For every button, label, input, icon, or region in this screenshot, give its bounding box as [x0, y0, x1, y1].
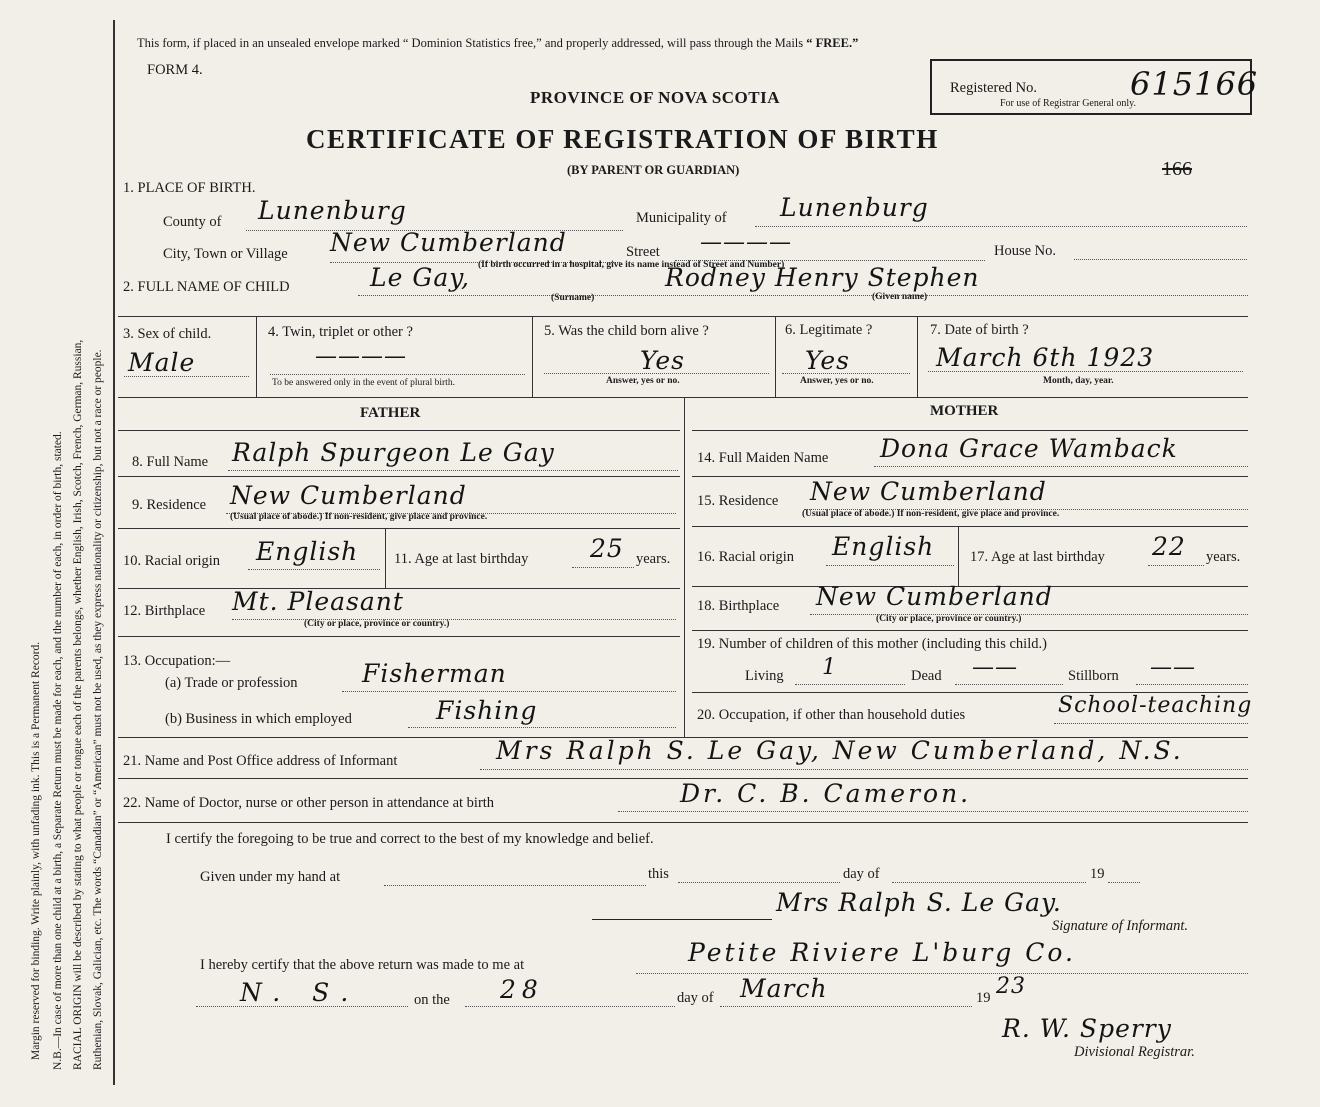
- born-alive-value: Yes: [640, 346, 685, 375]
- rule: [118, 822, 1248, 823]
- given-name-note: (Given name): [872, 292, 928, 302]
- street-label: Street: [626, 244, 660, 260]
- father-birthplace-label: 12. Birthplace: [123, 603, 206, 619]
- informant-signature-label: Signature of Informant.: [1052, 918, 1189, 934]
- doctor-label: 22. Name of Doctor, nurse or other person in attendance at birth: [123, 795, 495, 811]
- day-of-label: day of: [843, 866, 880, 882]
- stillborn-label: Stillborn: [1068, 668, 1119, 684]
- registration-province: N. S.: [240, 978, 361, 1007]
- given-under-label: Given under my hand at: [200, 869, 341, 885]
- legitimate-note: Answer, yes or no.: [800, 376, 874, 386]
- stillborn-value: ——: [1150, 655, 1196, 680]
- dead-label: Dead: [911, 668, 942, 684]
- father-trade-label: (a) Trade or profession: [165, 675, 298, 691]
- mother-racial-label: 16. Racial origin: [697, 549, 795, 565]
- rule: [692, 430, 1248, 431]
- certificate-subtitle: (BY PARENT OR GUARDIAN): [567, 163, 740, 177]
- registrar-statement: I hereby certify that the above return was made to me at: [200, 957, 525, 973]
- sex-label: 3. Sex of child.: [123, 326, 212, 342]
- mother-residence-note: (Usual place of abode.) If non-resident, give place and province.: [802, 509, 1060, 519]
- registered-number: 615166: [1130, 65, 1259, 103]
- father-heading: FATHER: [360, 405, 421, 421]
- county-label: County of: [163, 214, 222, 230]
- father-birthplace-note: (City or place, province or country.): [304, 619, 450, 629]
- divider: [775, 316, 776, 397]
- child-given-names: Rodney Henry Stephen: [665, 263, 980, 292]
- rule: [118, 476, 680, 477]
- dob-note: Month, day, year.: [1043, 376, 1114, 386]
- twin-label: 4. Twin, triplet or other ?: [268, 324, 413, 340]
- father-racial-value: English: [256, 537, 359, 566]
- mother-birthplace-value: New Cumberland: [816, 582, 1053, 611]
- street-value: ————: [700, 230, 792, 255]
- registered-box: [930, 59, 1259, 115]
- registered-note: For use of Registrar General only.: [1000, 98, 1136, 109]
- mother-residence-value: New Cumberland: [810, 477, 1047, 506]
- father-age-value: 25: [590, 534, 624, 563]
- registration-place: Petite Riviere L'burg Co.: [688, 938, 1076, 967]
- margin-note-plural-births: N.B.—In case of more than one child at a birth, a Separate Return must be made for each, and the number of each, in order of birth, stated.: [52, 431, 64, 1070]
- crossed-number: 166: [1162, 158, 1192, 180]
- mother-occupation-value: School-teaching: [1058, 693, 1253, 718]
- father-years: years.: [636, 551, 671, 567]
- dob-label: 7. Date of birth ?: [930, 322, 1029, 338]
- mother-years: years.: [1206, 549, 1241, 565]
- mail-notice-text: This form, if placed in an unsealed envelope marked “ Dominion Statistics free,” and properly addressed, will pass through the Mails: [137, 36, 804, 50]
- registered-label: Registered No.: [950, 80, 1037, 96]
- mother-occupation-label: 20. Occupation, if other than household duties: [697, 707, 966, 723]
- signature-line: [592, 919, 772, 920]
- margin-note-binding: Margin reserved for binding. Write plainly, with unfading ink. This is a Permanent Record.: [30, 641, 42, 1060]
- twin-value: ————: [315, 344, 407, 369]
- father-name-value: Ralph Spurgeon Le Gay: [232, 438, 555, 467]
- rule: [118, 430, 680, 431]
- city-label: City, Town or Village: [163, 246, 288, 262]
- father-business-value: Fishing: [436, 696, 538, 725]
- this-label: this: [648, 866, 669, 882]
- place-of-birth-heading: 1. PLACE OF BIRTH.: [123, 180, 256, 196]
- mother-name-value: Dona Grace Wamback: [880, 434, 1178, 463]
- rule: [118, 397, 1248, 398]
- child-surname: Le Gay,: [370, 263, 470, 292]
- father-occupation-label: 13. Occupation:—: [123, 653, 231, 669]
- municipality-label: Municipality of: [636, 210, 727, 226]
- rule: [692, 630, 1248, 631]
- municipality-value: Lunenburg: [780, 193, 929, 222]
- surname-note: (Surname): [551, 293, 595, 303]
- mother-age-value: 22: [1152, 532, 1186, 561]
- rule: [118, 636, 680, 637]
- margin-note-racial-origin: RACIAL ORIGIN will be described by stating to what people or tongue each of the parents belongs, whether English, Irish, Scotch, French, German, Russian,: [72, 339, 84, 1070]
- year-prefix: 19: [1090, 866, 1105, 882]
- rule: [118, 528, 680, 529]
- street-note: (If birth occurred in a hospital, give its name instead of Street and Number): [478, 260, 785, 270]
- mother-age-label: 17. Age at last birthday: [970, 549, 1105, 565]
- father-residence-value: New Cumberland: [230, 481, 467, 510]
- father-residence-note: (Usual place of abode.) If non-resident, give place and province.: [230, 512, 488, 522]
- legitimate-value: Yes: [805, 346, 850, 375]
- rule: [118, 316, 1248, 317]
- mother-name-label: 14. Full Maiden Name: [697, 450, 829, 466]
- certify-statement: I certify the foregoing to be true and correct to the best of my knowledge and belief.: [166, 831, 654, 847]
- margin-rule: [113, 20, 115, 1085]
- divider: [256, 316, 257, 397]
- mail-notice: [137, 36, 858, 51]
- registration-day: 28: [500, 975, 544, 1004]
- mother-residence-label: 15. Residence: [697, 493, 779, 509]
- form-number: FORM 4.: [147, 62, 203, 78]
- child-name-label: 2. FULL NAME OF CHILD: [123, 279, 290, 295]
- informant-label: 21. Name and Post Office address of Informant: [123, 753, 398, 769]
- mother-racial-value: English: [832, 532, 935, 561]
- doctor-value: Dr. C. B. Cameron.: [680, 779, 972, 808]
- certificate-title: CERTIFICATE OF REGISTRATION OF BIRTH: [306, 124, 939, 154]
- father-business-label: (b) Business in which employed: [165, 711, 352, 727]
- living-label: Living: [745, 668, 784, 684]
- informant-value: Mrs Ralph S. Le Gay, New Cumberland, N.S.: [496, 736, 1184, 765]
- margin-note-racial-origin-2: Ruthenian, Slovak, Galician, etc. The words “Canadian” or “American” must not be used, as they express nationality or citizenship, but not a race or people.: [92, 349, 104, 1070]
- father-residence-label: 9. Residence: [132, 497, 207, 513]
- registration-year: 23: [996, 974, 1026, 999]
- city-value: New Cumberland: [330, 228, 567, 257]
- registration-month: March: [740, 974, 828, 1003]
- dob-value: March 6th 1923: [936, 343, 1155, 372]
- mother-birthplace-label: 18. Birthplace: [697, 598, 780, 614]
- dead-value: ——: [972, 655, 1018, 680]
- year-prefix-2: 19: [976, 990, 991, 1006]
- registrar-label: Divisional Registrar.: [1074, 1044, 1195, 1060]
- divider: [532, 316, 533, 397]
- county-value: Lunenburg: [258, 196, 407, 225]
- divider: [917, 316, 918, 397]
- province-heading: PROVINCE OF NOVA SCOTIA: [530, 88, 781, 107]
- father-name-label: 8. Full Name: [132, 454, 209, 470]
- children-count-label: 19. Number of children of this mother (including this child.): [697, 636, 1047, 652]
- registrar-signature: R. W. Sperry: [1002, 1014, 1172, 1043]
- divider: [684, 397, 685, 737]
- born-alive-note: Answer, yes or no.: [606, 376, 680, 386]
- father-birthplace-value: Mt. Pleasant: [232, 587, 404, 616]
- father-age-label: 11. Age at last birthday: [394, 551, 529, 567]
- born-alive-label: 5. Was the child born alive ?: [544, 323, 709, 339]
- legitimate-label: 6. Legitimate ?: [785, 322, 873, 338]
- divider: [958, 526, 959, 586]
- house-no-label: House No.: [994, 243, 1057, 259]
- rule: [692, 526, 1248, 527]
- mother-heading: MOTHER: [930, 403, 999, 419]
- father-racial-label: 10. Racial origin: [123, 553, 221, 569]
- divider: [385, 528, 386, 588]
- mail-notice-free: “ FREE.”: [806, 36, 859, 50]
- twin-note: To be answered only in the event of plural birth.: [272, 378, 455, 388]
- sex-value: Male: [128, 348, 196, 377]
- informant-signature: Mrs Ralph S. Le Gay.: [776, 888, 1062, 917]
- living-value: 1: [822, 655, 837, 680]
- day-of-label-2: day of: [677, 990, 714, 1006]
- on-the-label: on the: [414, 992, 450, 1008]
- father-trade-value: Fisherman: [362, 659, 507, 688]
- mother-birthplace-note: (City or place, province or country.): [876, 614, 1022, 624]
